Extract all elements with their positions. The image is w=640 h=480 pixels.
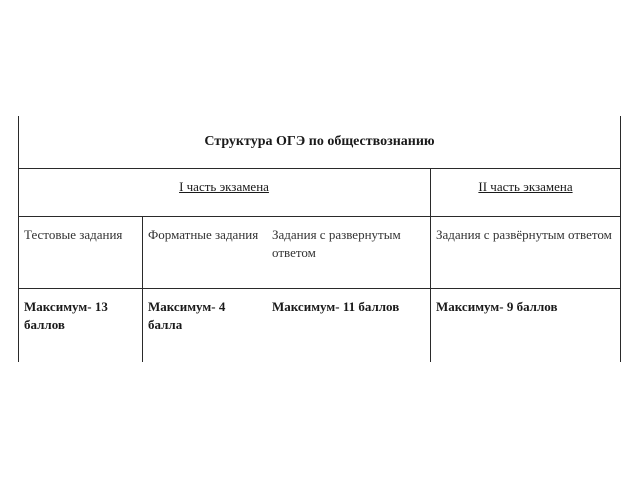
max-extended-tasks-part1: Максимум- 11 баллов (272, 299, 400, 314)
max-format-tasks: Максимум- 4 балла (148, 299, 226, 332)
oge-structure-table (18, 116, 621, 362)
table-title: Структура ОГЭ по обществознанию (204, 134, 435, 149)
header-test-tasks: Тестовые задания (24, 227, 123, 242)
header-format-tasks: Форматные задания (148, 227, 259, 242)
header-extended-tasks-part1: Задания с развернутым ответом (272, 227, 401, 260)
max-test-tasks: Максимум- 13 баллов (24, 299, 108, 332)
header-extended-tasks-part2: Задания с развёрнутым ответом (436, 227, 612, 242)
max-extended-tasks-part2: Максимум- 9 баллов (436, 299, 558, 314)
part2-label: II часть экзамена (478, 179, 573, 194)
part1-label: I часть экзамена (179, 179, 269, 194)
